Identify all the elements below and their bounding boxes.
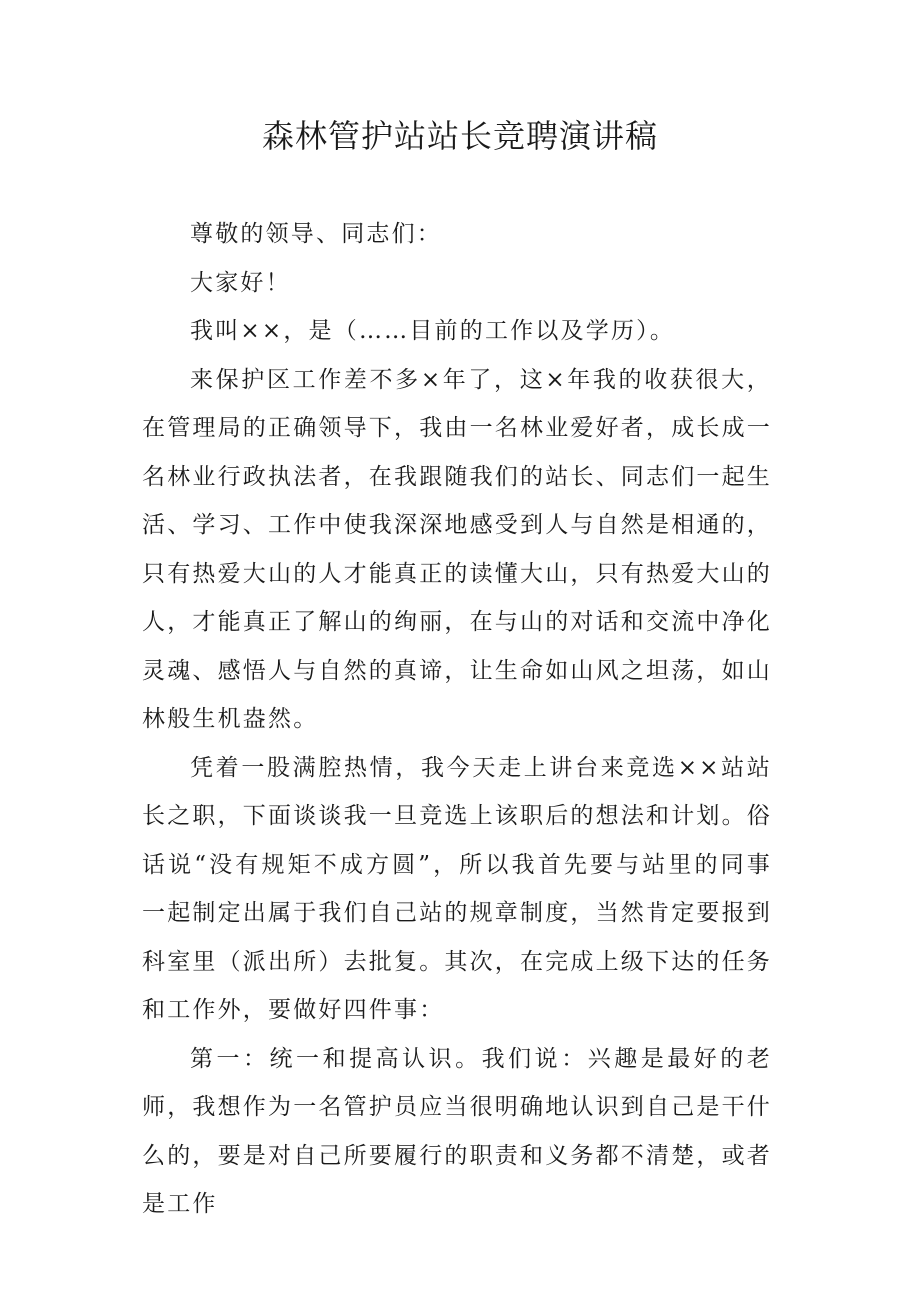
experience-paragraph: 来保护区工作差不多×年了，这×年我的收获很大，在管理局的正确领导下，我由一名林业爱好者，成长成一名林业行政执法者，在我跟随我们的站长、同志们一起生活、学习、工作中使我深深地感受到人与自然是相通的，只有热爱大山的人才能真正的读懂大山，只有热爱大山的人，才能真正了解山的绚丽，在与山的对话和交流中净化灵魂、感悟人与自然的真谛，让生命如山风之坦荡，如山林般生机盎然。	[142, 366, 772, 732]
salutation-paragraph: 尊敬的领导、同志们：	[190, 221, 442, 247]
first-point-paragraph: 第一：统一和提高认识。我们说：兴趣是最好的老师，我想作为一名管护员应当很明确地认识到自己是干什么的，要是对自己所要履行的职责和义务都不清楚，或者是工作	[142, 1045, 772, 1217]
self-introduction-paragraph: 我叫××，是（……目前的工作以及学历）。	[190, 318, 676, 344]
plan-paragraph: 凭着一股满腔热情，我今天走上讲台来竞选××站站长之职，下面谈谈我一旦竞选上该职后的想法和计划。俗话说“没有规矩不成方圆”，所以我首先要与站里的同事一起制定出属于我们自己站的规章制度，当然肯定要报到科室里（派出所）去批复。其次，在完成上级下达的任务和工作外，要做好四件事：	[142, 754, 772, 1023]
document-title: 森林管护站站长竞聘演讲稿	[261, 117, 658, 155]
greeting-paragraph: 大家好！	[190, 269, 291, 296]
document-body	[142, 210, 772, 1229]
